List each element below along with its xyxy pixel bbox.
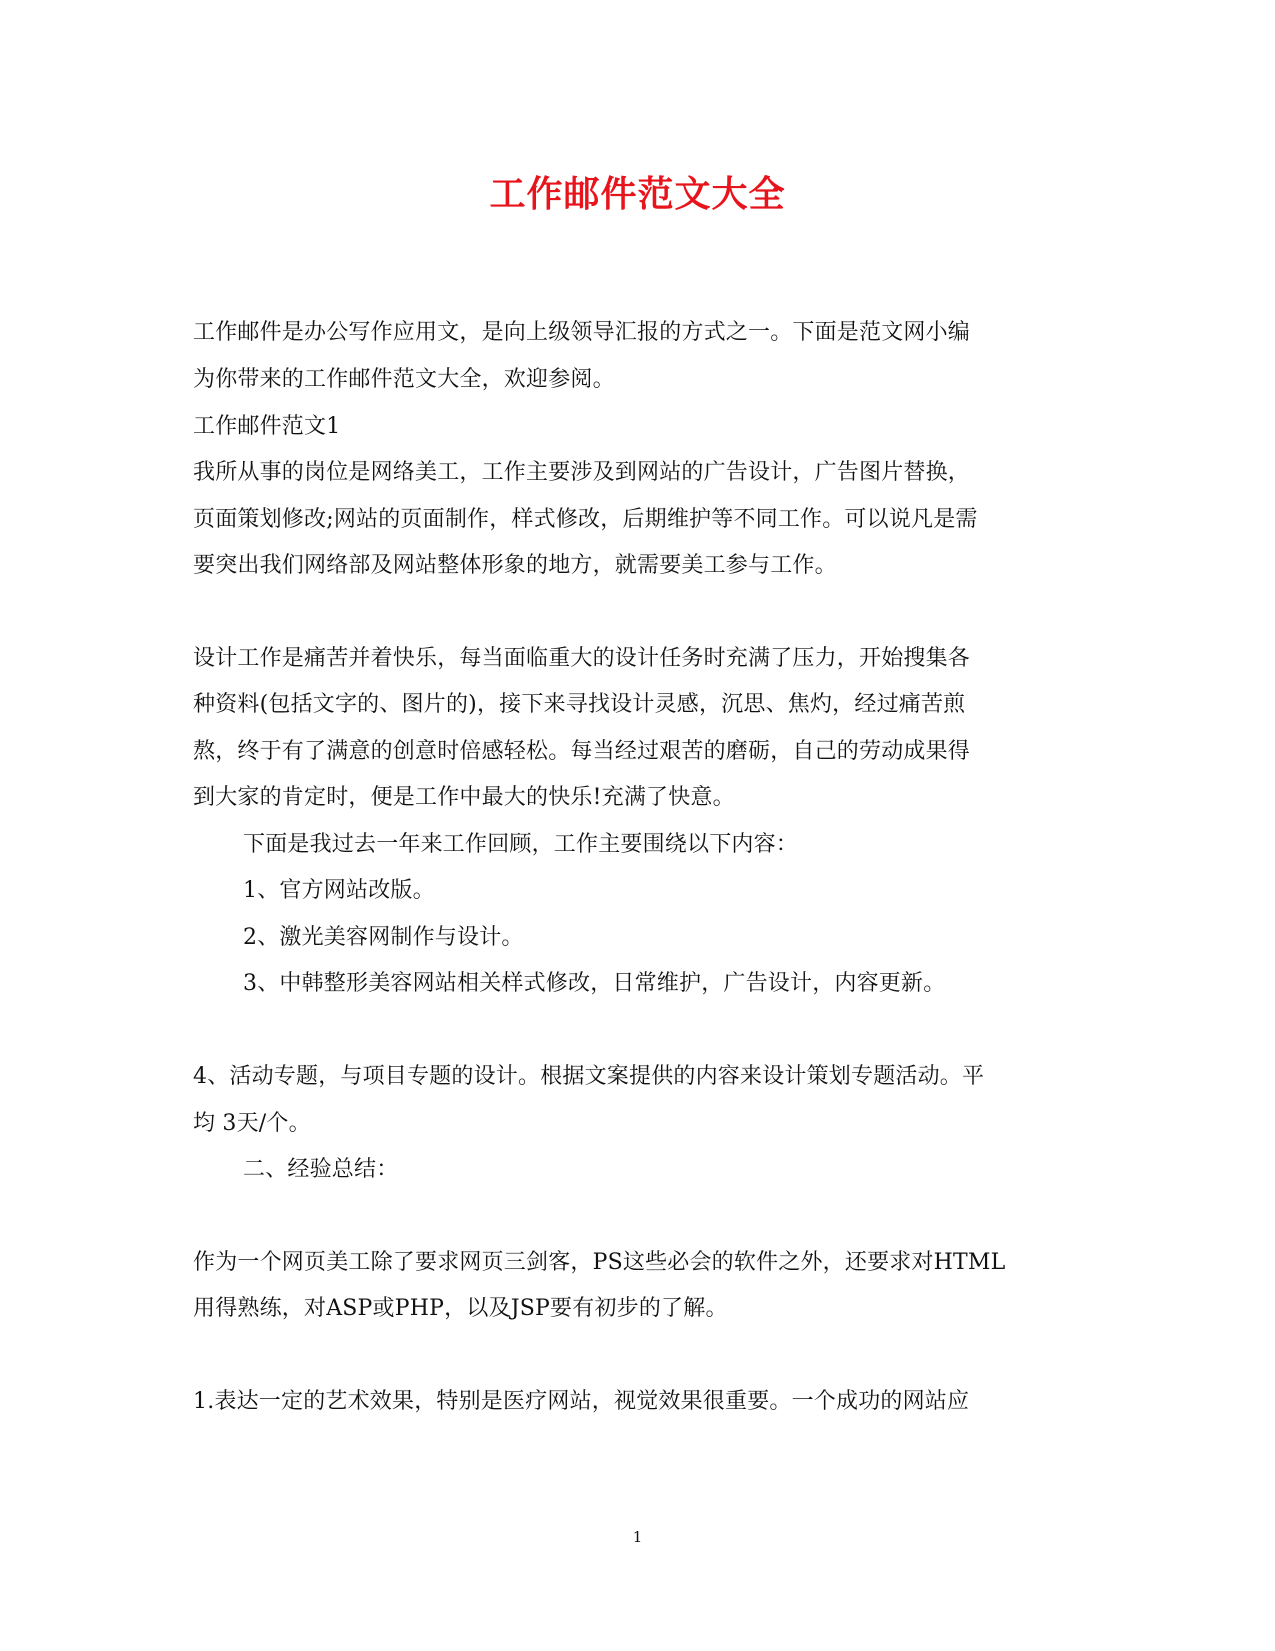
list-item: 3、中韩整形美容网站相关样式修改，日常维护，广告设计，内容更新。	[243, 971, 946, 996]
paragraph-line: 下面是我过去一年来工作回顾，工作主要围绕以下内容：	[243, 832, 799, 857]
paragraph-line: 为你带来的工作邮件范文大全，欢迎参阅。	[193, 367, 615, 392]
list-item: 1、官方网站改版。	[243, 878, 435, 903]
paragraph-line: 作为一个网页美工除了要求网页三剑客，PS这些必会的软件之外，还要求对HTML	[193, 1250, 1006, 1275]
document-title: 工作邮件范文大全	[489, 173, 786, 215]
paragraph-line: 1.表达一定的艺术效果，特别是医疗网站，视觉效果很重要。一个成功的网站应	[193, 1389, 970, 1414]
paragraph-line: 页面策划修改;网站的页面制作，样式修改，后期维护等不同工作。可以说凡是需	[193, 507, 978, 532]
paragraph-line: 工作邮件是办公写作应用文，是向上级领导汇报的方式之一。下面是范文网小编	[193, 320, 971, 345]
list-item: 4、活动专题，与项目专题的设计。根据文案提供的内容来设计策划专题活动。平	[193, 1064, 985, 1089]
paragraph-line: 要突出我们网络部及网站整体形象的地方，就需要美工参与工作。	[193, 553, 837, 578]
section-heading: 工作邮件范文1	[193, 414, 341, 439]
paragraph-line: 我所从事的岗位是网络美工，工作主要涉及到网站的广告设计，广告图片替换，	[193, 460, 971, 485]
paragraph-line: 用得熟练，对ASP或PHP，以及JSP要有初步的了解。	[193, 1296, 728, 1321]
section-heading: 二、经验总结：	[243, 1157, 399, 1182]
paragraph-line: 设计工作是痛苦并着快乐，每当面临重大的设计任务时充满了压力，开始搜集各	[193, 646, 971, 671]
list-item: 2、激光美容网制作与设计。	[243, 925, 524, 950]
paragraph-line: 种资料(包括文字的、图片的)，接下来寻找设计灵感，沉思、焦灼，经过痛苦煎	[193, 692, 966, 717]
page-number: 1	[632, 1528, 643, 1546]
paragraph-line: 均 3天/个。	[193, 1111, 311, 1136]
paragraph-line: 熬，终于有了满意的创意时倍感轻松。每当经过艰苦的磨砺，自己的劳动成果得	[193, 739, 971, 764]
paragraph-line: 到大家的肯定时，便是工作中最大的快乐!充满了快意。	[193, 785, 735, 810]
